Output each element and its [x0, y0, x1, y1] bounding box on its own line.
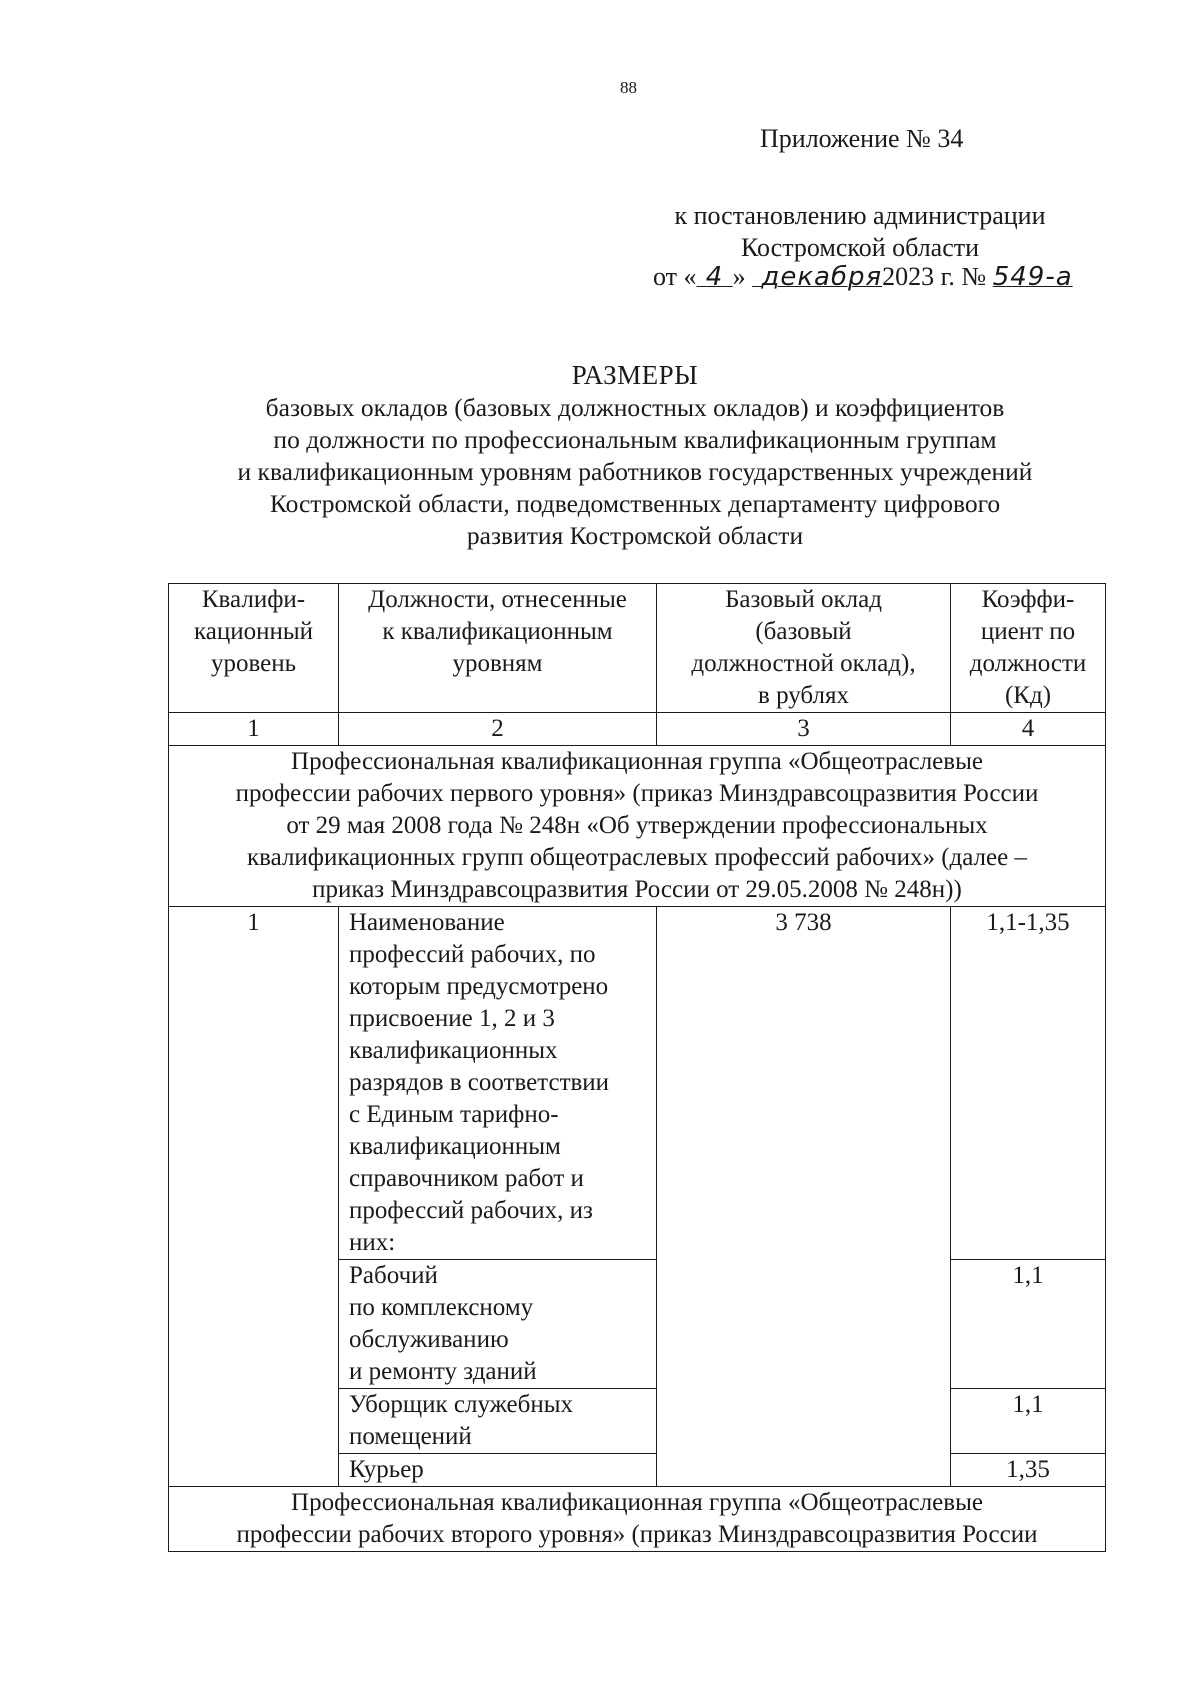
column-number-row	[169, 713, 1106, 746]
subtitle-line: по должности по профессиональным квалификационным группам	[273, 425, 997, 454]
column-number: 3	[657, 713, 951, 746]
position-cell: Уборщик служебных помещений	[339, 1389, 657, 1454]
group-header-row	[169, 1487, 1106, 1552]
qualification-level-cell: 1	[169, 907, 339, 1487]
date-prefix: от «	[653, 262, 697, 291]
subtitle-line: Костромской области, подведомственных департаменту цифрового	[269, 489, 1001, 518]
document-title: РАЗМЕРЫ	[571, 360, 699, 390]
header-coefficient: Коэффи- циент по должности (Кд)	[951, 584, 1106, 713]
position-cell: Наименование профессий рабочих, по которым предусмотрено присвоение 1, 2 и 3 квалификационных разрядов в соответствии с Единым тарифно- квалификационным справочником работ и профессий рабочих, из них:	[339, 907, 657, 1260]
group-2-title: Профессиональная квалификационная группа «Общеотраслевые профессии рабочих второго уровня» (приказ Минздравсоцразвития России	[169, 1487, 1106, 1552]
coefficient-cell: 1,1	[951, 1389, 1106, 1454]
appendix-title: Приложение № 34	[760, 124, 964, 153]
subtitle-line: и квалификационным уровням работников государственных учреждений	[237, 457, 1033, 486]
resolution-line-2: Костромской области	[740, 233, 980, 262]
handwritten-day: 4	[705, 262, 724, 292]
base-salary-cell: 3 738	[657, 907, 951, 1487]
coefficient-cell: 1,1	[951, 1260, 1106, 1389]
table-row	[169, 907, 1106, 1260]
header-base-salary: Базовый оклад (базовый должностной оклад), в рублях	[657, 584, 951, 713]
table-header-row	[169, 584, 1106, 713]
rates-table	[168, 583, 1106, 1552]
subtitle-line: развития Костромской области	[466, 521, 804, 550]
column-number: 1	[169, 713, 339, 746]
handwritten-number: 549-а	[992, 262, 1073, 292]
coefficient-cell: 1,35	[951, 1454, 1106, 1487]
position-cell: Рабочий по комплексному обслуживанию и ремонту зданий	[339, 1260, 657, 1389]
resolution-line-1: к постановлению администрации	[674, 201, 1046, 230]
group-1-title: Профессиональная квалификационная группа «Общеотраслевые профессии рабочих первого уровня» (приказ Минздравсоцразвития России от 29 мая 2008 года № 248н «Об утверждении профессиональных квалификационных групп общеотраслевых профессий рабочих» (далее – приказ Минздравсоцразвития России от 29.05.2008 № 248н))	[169, 746, 1106, 907]
header-qualification-level: Квалифи- кационный уровень	[169, 584, 339, 713]
subtitle-line: базовых окладов (базовых должностных окладов) и коэффициентов	[265, 393, 1005, 422]
resolution-date	[653, 262, 1073, 292]
quote-close: »	[732, 262, 746, 291]
year-text: 2023 г. №	[882, 262, 987, 291]
header-positions: Должности, отнесенные к квалификационным уровням	[339, 584, 657, 713]
position-cell: Курьер	[339, 1454, 657, 1487]
group-header-row	[169, 746, 1106, 907]
handwritten-month: декабря	[761, 262, 883, 292]
document-subtitle	[170, 392, 1100, 552]
page-number: 88	[620, 78, 637, 97]
column-number: 2	[339, 713, 657, 746]
resolution-reference	[620, 200, 1100, 264]
coefficient-cell: 1,1-1,35	[951, 907, 1106, 1260]
column-number: 4	[951, 713, 1106, 746]
